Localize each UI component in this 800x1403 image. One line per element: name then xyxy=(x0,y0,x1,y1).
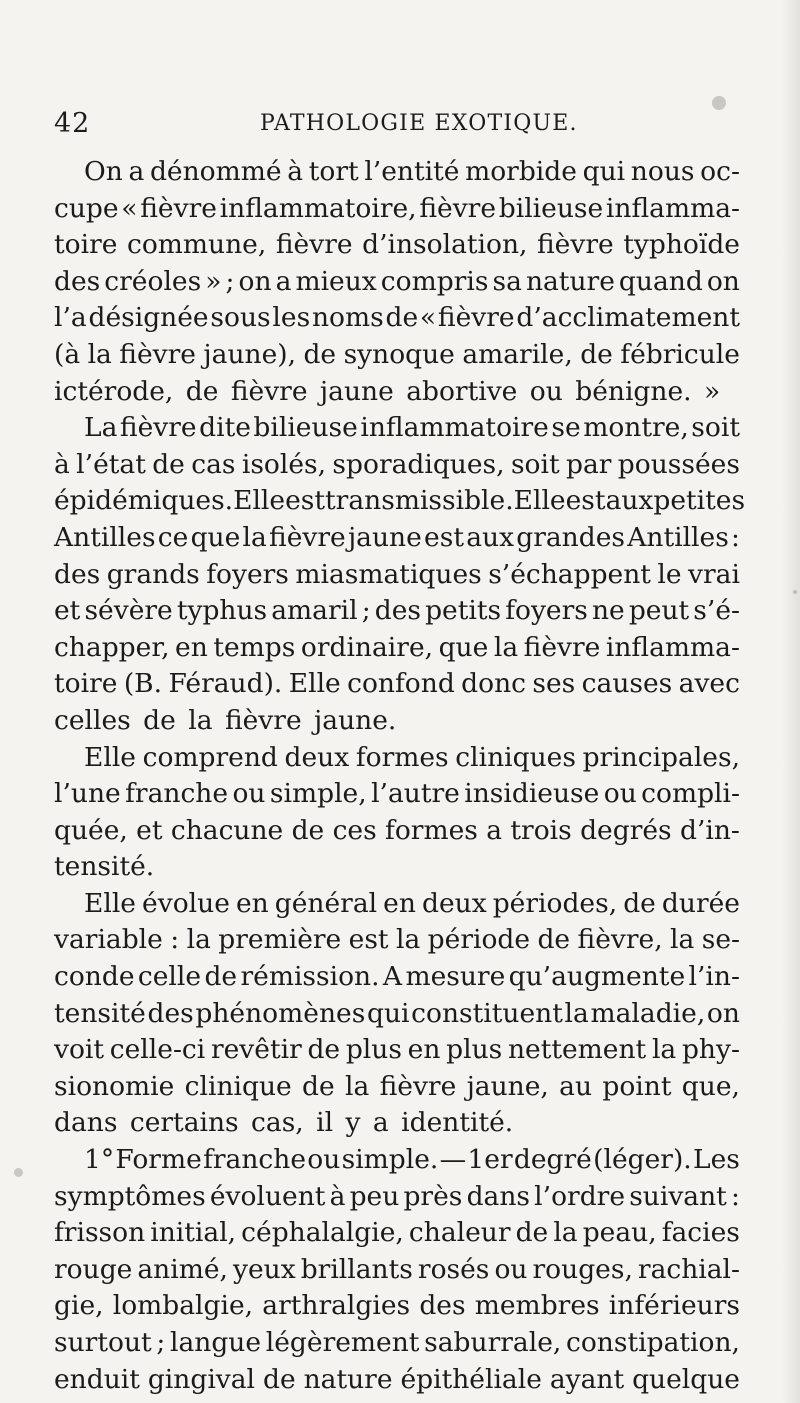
text-line: voit celle-ci revêtir de plus en plus nettement la phy- xyxy=(54,1034,740,1066)
page-number: 42 xyxy=(54,108,91,139)
text-line: La fièvre dite bilieuse inflammatoire se montre, soit xyxy=(84,412,740,444)
text-line: 1° Forme franche ou simple. — 1er degré (léger). Les xyxy=(84,1144,740,1176)
text-line: gie, lombalgie, arthralgies des membres inférieurs xyxy=(54,1290,740,1322)
text-line: l’une franche ou simple, l’autre insidieuse ou compli- xyxy=(54,778,740,810)
running-head: PATHOLOGIE EXOTIQUE. xyxy=(260,111,578,136)
text-line: surtout ; langue légèrement saburrale, constipation, xyxy=(54,1327,740,1358)
page-header xyxy=(54,108,754,144)
text-line: ictérode, de fièvre jaune abortive ou bénigne. » xyxy=(54,375,721,407)
text-line: (à la fièvre jaune), de synoque amarile, de fébricule xyxy=(54,338,740,370)
text-line: chapper, en temps ordinaire, que la fièvre inflamma- xyxy=(54,631,740,663)
text-line: quée, et chacune de ces formes a trois degrés d’in- xyxy=(54,814,740,846)
text-line: celles de la fièvre jaune. xyxy=(54,704,397,736)
text-line: symptômes évoluent à peu près dans l’ordre suivant : xyxy=(54,1180,740,1212)
text-line: dans certains cas, il y a identité. xyxy=(54,1107,514,1139)
text-line: rouge animé, yeux brillants rosés ou rouges, rachial- xyxy=(54,1253,740,1285)
text-line: à l’état de cas isolés, sporadiques, soit par poussées xyxy=(54,448,740,480)
text-line: conde celle de rémission. A mesure qu’augmente l’in- xyxy=(54,961,740,993)
text-line: tensité. xyxy=(54,851,155,883)
text-line: toire commune, fièvre d’insolation, fièvre typhoïde xyxy=(54,229,740,261)
text-line: On a dénommé à tort l’entité morbide qui nous oc- xyxy=(84,156,740,187)
text-line: l’a désignée sous les noms de « fièvre d’acclimatement xyxy=(54,302,740,334)
text-line: enduit gingival de nature épithéliale ayant quelque xyxy=(54,1363,740,1395)
text-line: et sévère typhus amaril ; des petits foyers ne peut s’é- xyxy=(54,595,740,627)
page-edge-shadow xyxy=(782,0,800,1403)
paper-speck xyxy=(712,96,726,110)
text-line: cupe « fièvre inflammatoire, fièvre bilieuse inflamma- xyxy=(54,192,740,224)
text-line: Elle évolue en général en deux périodes, de durée xyxy=(84,887,740,919)
text-line: des créoles » ; on a mieux compris sa nature quand on xyxy=(54,265,740,297)
text-line: sionomie clinique de la fièvre jaune, au point que, xyxy=(54,1070,740,1102)
paper-speck xyxy=(793,590,797,594)
text-line: tensité des phénomènes qui constituent la maladie, on xyxy=(54,997,740,1029)
text-line: frisson initial, céphalalgie, chaleur de la peau, facies xyxy=(54,1217,740,1249)
text-line: Elle comprend deux formes cliniques principales, xyxy=(84,741,740,773)
text-line: des grands foyers miasmatiques s’échappent le vrai xyxy=(54,558,740,590)
paper-speck xyxy=(14,1168,23,1177)
text-line: toire (B. Féraud). Elle confond donc ses causes avec xyxy=(54,668,740,700)
text-line: épidémiques. Elle est transmissible. Elle est aux petites xyxy=(54,485,746,517)
body-text xyxy=(54,154,746,1398)
text-line: variable : la première est la période de fièvre, la se- xyxy=(54,924,740,956)
text-line: Antilles ce que la fièvre jaune est aux grandes Antilles : xyxy=(54,521,740,553)
